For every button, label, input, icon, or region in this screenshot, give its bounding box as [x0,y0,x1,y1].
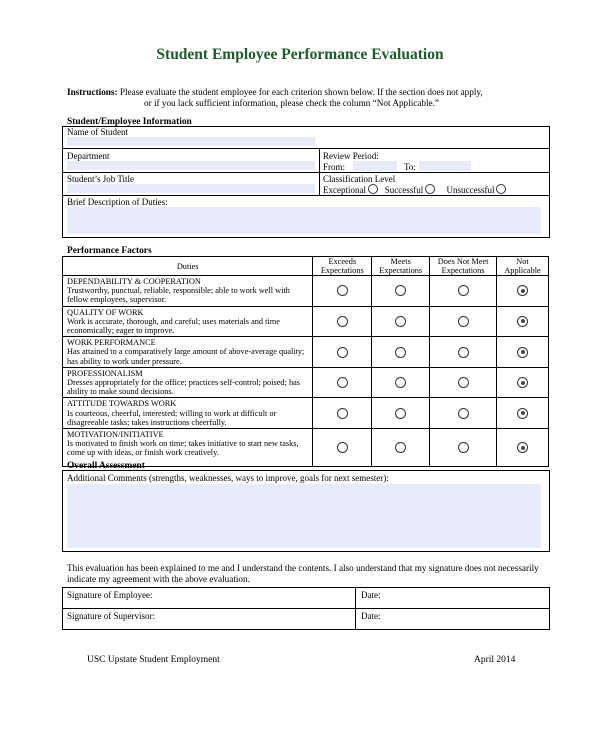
na-radio[interactable] [517,285,528,296]
from-field[interactable] [353,161,397,171]
comments-field[interactable] [67,484,541,548]
na-radio[interactable] [517,408,528,419]
meets-radio[interactable] [395,408,406,419]
criterion-title: QUALITY OF WORK [67,307,144,317]
assessment-box [62,470,550,552]
exceeds-radio[interactable] [337,347,348,358]
exceeds-radio[interactable] [337,408,348,419]
comments-label: Additional Comments (strengths, weaknesses, ways to improve, goals for next semester): [67,473,389,483]
criterion-desc: Trustworthy, punctual, reliable, responsible; able to work well with fellow employees, supervisor. [67,286,290,305]
not-meet-radio[interactable] [458,347,469,358]
employee-signature-label: Signature of Employee: [67,590,153,600]
meets-radio[interactable] [395,347,406,358]
supervisor-signature-label: Signature of Supervisor: [67,611,155,621]
criterion-cell [63,337,313,368]
divider [63,608,549,609]
table-header-row [63,257,549,276]
criterion-title: MOTIVATION/INITIATIVE [67,430,164,440]
na-header: Not Applicable [497,257,549,276]
not-meet-radio[interactable] [458,285,469,296]
acknowledgement-text: This evaluation has been explained to me and I understand the contents. I also understand that my signature does not necessarily indicate my agreement with the above evaluation. [67,563,539,584]
instructions-line-1: Please evaluate the student employee for each criterion shown below. If the section does not apply, [119,87,483,97]
successful-label: Successful [384,185,424,195]
criterion-cell [63,367,313,398]
not-meet-header: Does Not Meet Expectations [430,257,497,276]
duties-desc-field[interactable] [67,207,541,234]
criterion-desc: Is courteous, cheerful, interested; willing to work at difficult or disagreeable tasks; takes instructions cheerfully. [67,408,277,427]
footer-date: April 2014 [474,655,516,665]
to-field[interactable] [419,161,471,171]
divider [63,195,549,196]
divider [319,148,320,195]
criterion-desc: Work is accurate, thorough, and careful; uses materials and time economically; eager to improve. [67,316,280,336]
divider [355,588,356,629]
table-row [63,398,549,429]
criterion-title: ATTITUDE TOWARDS WORK [67,399,177,409]
meets-header: Meets Expectations [372,257,430,276]
criterion-desc: Has attained to a comparatively large amount of above-average quality; has ability to work under pressure. [67,347,305,366]
table-row [63,306,549,337]
assessment-heading: Overall Assessment [67,461,145,471]
exceeds-radio[interactable] [337,285,348,296]
instructions [67,87,547,109]
criterion-cell [63,398,313,429]
duties-header: Duties [63,257,313,276]
successful-radio[interactable] [425,184,435,194]
job-title-label: Student’s Job Title [67,174,135,184]
review-period-label: Review Period: [323,151,379,161]
exceeds-header: Exceeds Expectations [313,257,372,276]
table-row [63,367,549,398]
meets-radio[interactable] [395,316,406,327]
from-label: From: [323,162,346,172]
na-radio[interactable] [517,316,528,327]
supervisor-date-label: Date: [361,611,381,621]
meets-radio[interactable] [395,442,406,453]
name-label: Name of Student [67,127,128,137]
not-meet-radio[interactable] [458,377,469,388]
footer-org: USC Upstate Student Employment [87,655,220,665]
divider [63,172,549,173]
criterion-desc: Dresses appropriately for the office; practices self-control; poised; has ability to make sound decisions. [67,378,300,397]
employee-date-label: Date: [361,590,381,600]
unsuccessful-radio[interactable] [496,184,506,194]
info-box [62,126,550,238]
na-radio[interactable] [517,377,528,388]
na-radio[interactable] [517,442,528,453]
criterion-cell [63,306,313,337]
classification-options [323,184,506,195]
department-field[interactable] [67,161,315,170]
performance-table [62,256,549,467]
exceeds-radio[interactable] [337,442,348,453]
page-title: Student Employee Performance Evaluation [156,46,444,63]
not-meet-radio[interactable] [458,408,469,419]
exceptional-radio[interactable] [368,184,378,194]
criterion-cell [63,276,313,307]
criterion-desc: Is motivated to finish work on time; takes initiative to start new tasks, come up with ideas, or finish work creatively. [67,439,299,458]
classification-label: Classification Level [323,174,396,184]
criterion-title: WORK PERFORMANCE [67,338,156,348]
info-heading: Student/Employee Information [67,117,192,127]
department-label: Department [67,151,110,161]
signature-box [62,587,550,630]
table-row [63,276,549,307]
performance-heading: Performance Factors [67,246,152,256]
table-row [63,337,549,368]
not-meet-radio[interactable] [458,442,469,453]
exceeds-radio[interactable] [337,316,348,327]
meets-radio[interactable] [395,285,406,296]
not-meet-radio[interactable] [458,316,469,327]
instructions-line-2: or if you lack sufficient information, please check the column “Not Applicable.” [144,98,440,108]
exceeds-radio[interactable] [337,377,348,388]
divider [63,148,549,149]
unsuccessful-label: Unsuccessful [446,185,495,195]
exceptional-label: Exceptional [323,185,366,195]
duties-desc-label: Brief Description of Duties: [67,197,168,207]
criterion-title: PROFESSIONALISM [67,368,143,378]
to-label: To: [404,162,416,172]
meets-radio[interactable] [395,377,406,388]
name-field[interactable] [67,137,315,146]
na-radio[interactable] [517,347,528,358]
instructions-label: Instructions: [67,87,118,97]
job-title-field[interactable] [67,184,315,193]
criterion-title: DEPENDABILITY & COOPERATION [67,277,201,286]
